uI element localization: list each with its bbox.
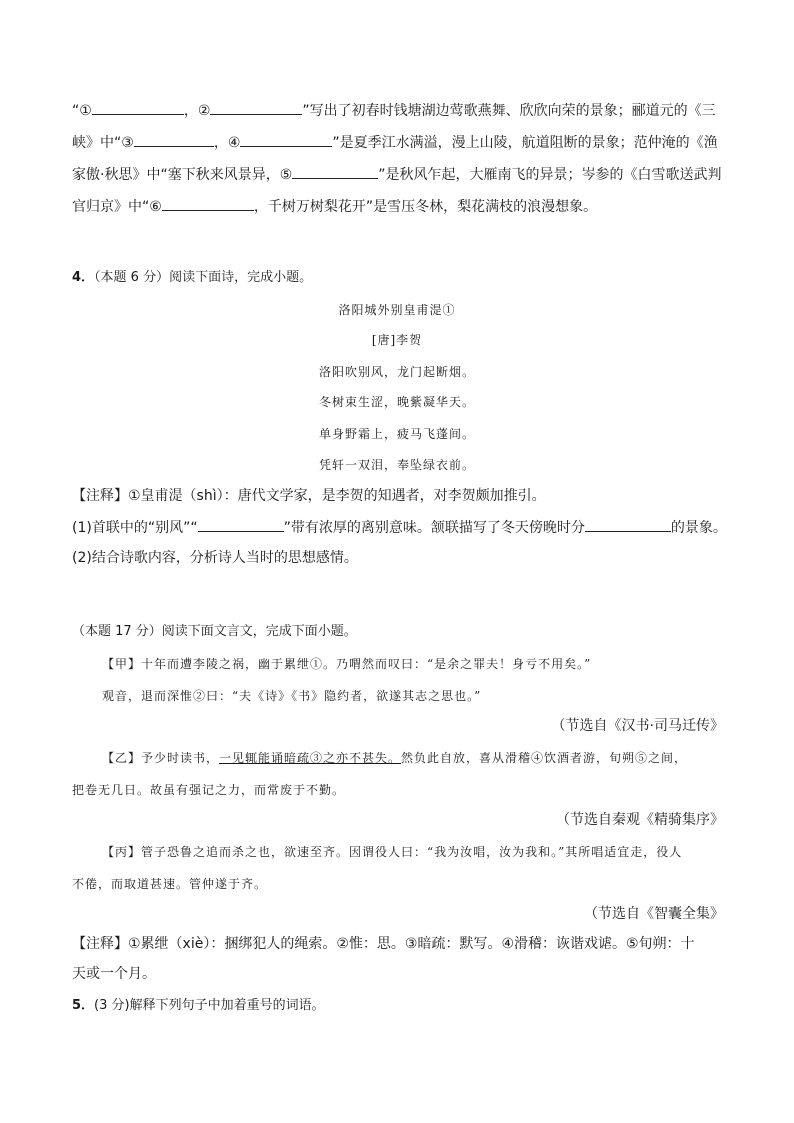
circle-num-4: ④ [227,135,241,151]
classical-note-line-1: 【注释】①累绁（xiè）：捆绑犯人的绳索。②惟：思。③暗疏：默写。④滑稽：诙谐戏谑。⑤旬朔：十 [72,936,695,952]
passage-jia-line-1: 【甲】十年而遭李陵之祸，幽于累绁①。乃喟然而叹曰：“是余之罪夫！身亏不用矣。” [102,657,592,671]
question-5: 5．(3 分)解释下列句子中加着重号的词语。 [72,998,325,1013]
passage-bing-source: （节选自《智囊全集》 [584,906,724,922]
poem-line-3: 单身野霜上，疲马飞蓬间。 [318,427,475,441]
fill-line-3: 家傲·秋思》中“塞下秋来风景异，⑤ ”是秋风乍起，大雁南飞的异景；岑参的《白雪歌送武判 [72,164,722,185]
poem-note: 【注释】①皇甫湜（shì）：唐代文学家，是李贺的知遇者，对李贺颇加推引。 [72,488,546,504]
circle-num-1: ① [79,103,92,119]
passage-bing-line-1: 【丙】管子恐鲁之追而杀之也，欲速至齐。因谓役人曰：“我为汝唱，汝为我和。”其所唱适宜走，役人 [102,845,683,859]
classical-note-line-2: 天或一个月。 [72,966,156,982]
poem-title: 洛阳城外别皇甫湜① [338,303,456,317]
classical-heading: （本题 17 分）阅读下面文言文，完成下面小题。 [72,624,357,639]
underlined-sentence: 一见辄能诵暗疏③之亦不甚失。 [219,751,402,765]
answer-blank-5[interactable] [292,164,378,179]
answer-blank-1[interactable] [92,100,184,115]
passage-yi-line-1: 【乙】予少时读书，一见辄能诵暗疏③之亦不甚失。然负此自放，喜从滑稽④饮酒者游，旬朔⑤之间， [102,751,688,765]
passage-bing-line-2: 不倦，而取道甚速。管仲遂于齐。 [72,877,268,891]
circle-num-5: ⑤ [279,167,293,183]
answer-blank-3[interactable] [134,132,214,147]
poem-line-4: 凭轩一双泪，奉坠绿衣前。 [318,458,475,472]
fill-line-4: 官归京》中“⑥ ，千树万树梨花开”是雪压冬林，梨花满枝的浪漫想象。 [72,196,597,217]
question-4-sub-2: (2)结合诗歌内容，分析诗人当时的思想感情。 [72,550,358,566]
passage-yi-source: （节选自秦观《精骑集序》 [556,812,724,828]
answer-blank-6[interactable] [162,196,254,211]
question-4-heading: 4．（本题 6 分）阅读下面诗，完成小题。 [72,270,313,285]
question-4-sub-1: (1)首联中的“别风”“ ”带有浓厚的离别意味。颔联描写了冬天傍晚时分 的景象。 [72,517,727,538]
circle-num-2: ② [197,103,211,119]
answer-blank-2[interactable] [210,100,302,115]
poem-line-1: 洛阳吹别风，龙门起断烟。 [318,365,475,379]
fill-line-2: 峡》中“③ ，④ ”是夏季江水满溢，漫上山陵，航道阻断的景象；范仲淹的《渔 [72,132,718,153]
passage-yi-line-2: 把卷无几日。故虽有强记之力，而常废于不勤。 [72,783,346,797]
poem-author: [唐]李贺 [371,333,423,347]
passage-jia-source: （节选自《汉书·司马迁传》 [551,718,724,734]
answer-blank-q4-2[interactable] [585,517,671,532]
circle-num-3: ③ [121,135,134,151]
circle-num-6: ⑥ [149,199,162,215]
passage-jia-line-2: 观音，退而深惟②曰：“夫《诗》《书》隐约者，欲遂其志之思也。” [102,689,482,703]
fill-line-1: “① ，② ”写出了初春时钱塘湖边莺歌燕舞、欣欣向荣的景象；郦道元的《三 [72,100,716,121]
answer-blank-q4-1[interactable] [198,517,284,532]
answer-blank-4[interactable] [240,132,332,147]
poem-line-2: 冬树束生涩，晚紫凝华天。 [318,395,475,409]
